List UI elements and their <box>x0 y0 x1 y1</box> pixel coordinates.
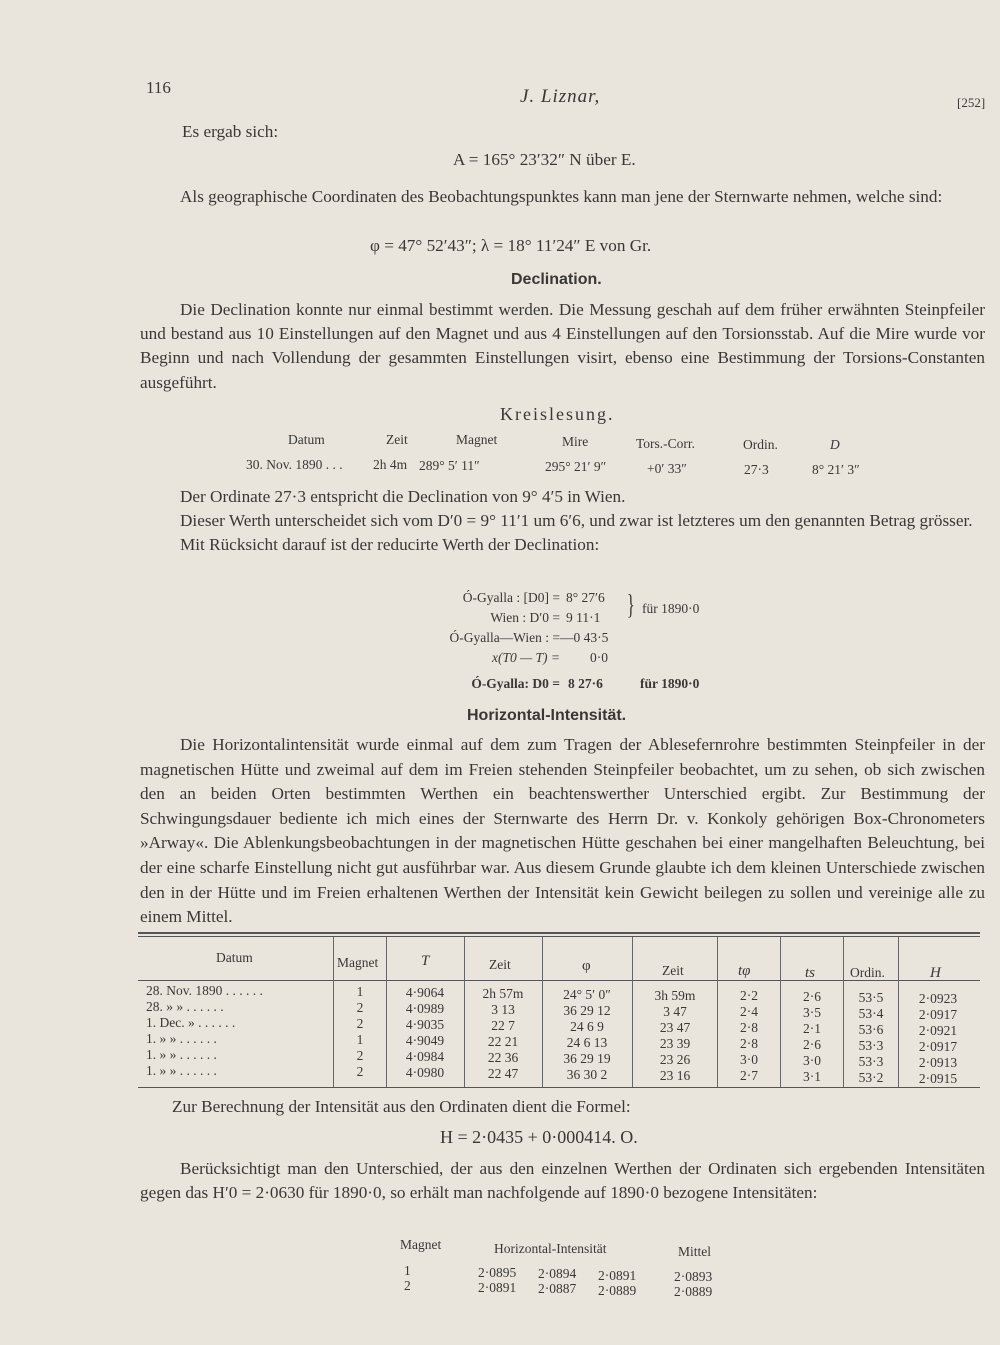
table-cell: 1. » » . . . . . . <box>146 1031 217 1046</box>
summary-cell: 2·0891 <box>598 1267 637 1283</box>
table-cell: 2·0913 <box>918 1055 958 1071</box>
coords-formula: φ = 47° 52′43″; λ = 18° 11′24″ E von Gr. <box>370 236 652 255</box>
table-cell: 24° 5′ 0″ <box>563 986 611 1002</box>
summary-cell: 1 <box>404 1263 411 1278</box>
calc-label-2: Wien : D′0 = <box>490 610 560 625</box>
table-cell: 1. » » . . . . . . <box>146 1063 217 1078</box>
ht-col-datum: Datum <box>216 950 253 965</box>
table-cell: 36 29 12 <box>563 1002 611 1018</box>
page-reference: [252] <box>957 95 986 110</box>
horizontal-heading: Horizontal-Intensität. <box>467 707 627 724</box>
ruecksicht-text: Mit Rücksicht darauf ist der reducirte Werth der Declination: <box>180 535 600 555</box>
table-cell: 2·2 <box>740 988 758 1004</box>
decl-cell-torscorr: +0′ 33″ <box>647 461 687 476</box>
table-cell: 4·0984 <box>405 1048 445 1064</box>
table-cell: 2·1 <box>803 1021 821 1037</box>
table-cell: 2·0921 <box>918 1023 958 1039</box>
result-value: 8 27·6 <box>568 676 603 691</box>
table-cell: 1. » » . . . . . . <box>146 1047 217 1062</box>
decl-cell-zeit: 2h 4m <box>373 457 408 472</box>
table-cell: 53·5 <box>858 990 884 1006</box>
table-cell: 3·1 <box>803 1069 821 1085</box>
table-cell: 1 <box>356 983 364 999</box>
ht-col-zeit2: Zeit <box>662 963 684 978</box>
coords-paragraph <box>140 185 985 209</box>
table-cell: 2·0917 <box>918 1007 958 1023</box>
table-top-rule <box>138 932 980 934</box>
intensity-paragraph <box>140 1157 985 1205</box>
table-bottom-rule <box>138 1087 980 1088</box>
table-cell: 2·8 <box>740 1036 758 1052</box>
ht-col-h: H <box>930 965 941 981</box>
decl-col-datum: Datum <box>288 432 325 447</box>
ht-col-magnet: Magnet <box>337 955 379 970</box>
summary-cell: 2·0887 <box>538 1281 577 1296</box>
table-cell: 2 <box>356 1047 364 1063</box>
table-cell: 36 29 19 <box>563 1050 611 1066</box>
decl-cell-mire: 295° 21′ 9″ <box>545 459 607 474</box>
calc-brace-label: für 1890·0 <box>642 601 700 616</box>
intensity-text: Berücksichtigt man den Unterschied, der aus den einzelnen Werthen der Ordinaten sich ergebenden Intensitäten gegen das H′0 = 2·0630 für 1890·0, so erhält man nachfolgende auf 1890·0 bezogene Intensitäten: <box>140 1159 985 1202</box>
table-cell: 3 13 <box>491 1001 515 1017</box>
summary-cell: 2·0891 <box>478 1279 517 1295</box>
ordinate-text: Der Ordinate 27·3 entspricht die Declination von 9° 4′5 in Wien. <box>180 487 626 506</box>
table-cell: 53·3 <box>858 1054 884 1070</box>
summary-col-magnet: Magnet <box>400 1237 442 1252</box>
declination-paragraph <box>140 298 985 395</box>
table-cell: 22 21 <box>487 1033 519 1049</box>
werth-text: Dieser Werth unterscheidet sich vom D′0 = 9° 11′1 um 6′6, und zwar ist letzteres um den genannten Betrag grösser. <box>180 511 973 531</box>
table-divider <box>717 937 718 1087</box>
decl-col-ordin: Ordin. <box>743 437 778 452</box>
table-cell: 4·0980 <box>405 1064 445 1080</box>
table-cell: 2·4 <box>740 1004 758 1020</box>
table-cell: 28. Nov. 1890 . . . . . . <box>146 983 263 998</box>
decl-col-torscorr: Tors.-Corr. <box>636 436 696 451</box>
summary-cell: 2·0894 <box>538 1266 577 1281</box>
running-author: J. Liznar, <box>520 86 601 107</box>
table-top-rule-2 <box>138 936 980 937</box>
table-cell: 2 <box>356 1015 364 1031</box>
table-divider <box>780 937 781 1087</box>
table-cell: 23 26 <box>659 1051 691 1067</box>
table-cell: 53·4 <box>858 1006 884 1022</box>
table-cell: 3·0 <box>740 1052 758 1068</box>
horizontal-text: Die Horizontalintensität wurde einmal auf dem zum Tragen der Ablesefernrohre bestimmten Steinpfeiler in der magnetischen Hütte und zweimal auf dem im Freien stehenden Steinpfeiler beobachtet, um zu sehen, ob sich zwischen den an beiden Orten bestimmten Werthen ein beachtenswerther Unterschied ergibt. Zur Bestimmung der Schwingungsdauer bediente ich mich eines der Sternwarte des Herrn Dr. v. Konkoly gehörigen Box-Chronometers »Arway«. Die Ablenkungsbeobachtungen in der magnetischen Hütte geschahen bei einer mangelhaften Beleuchtung, bei der eine scharfe Einstellung nicht gut ausführbar war. Aus diesem Grunde glaubte ich dem kleinen Unterschiede zwischen den in der Hütte und im Freien erhaltenen Werthen der Intensität kein Gewicht beilegen zu sollen und vereinige alle zu einem Mittel. <box>140 735 985 927</box>
ht-col-tphi: tφ <box>738 963 751 979</box>
result-label: Ó-Gyalla: D0 = <box>471 676 560 691</box>
table-cell: 53·2 <box>858 1070 884 1086</box>
table-divider <box>542 937 543 1087</box>
calc-value-3: —0 43·5 <box>560 630 609 645</box>
ht-col-t: T <box>421 953 430 969</box>
table-cell: 1. Dec. » . . . . . . <box>146 1015 236 1030</box>
summary-cell: 2·0889 <box>598 1282 637 1298</box>
table-cell: 2·6 <box>803 989 821 1005</box>
table-cell: 53·3 <box>858 1038 884 1054</box>
decl-col-d: D <box>830 437 840 452</box>
coords-text: Als geographische Coordinaten des Beobachtungspunktes kann man jene der Sternwarte nehmen, welche sind: <box>180 187 943 206</box>
table-cell: 2·0915 <box>918 1071 958 1087</box>
table-divider <box>843 937 844 1087</box>
ht-col-phi: φ <box>582 958 591 974</box>
table-cell: 36 30 2 <box>566 1066 608 1082</box>
ht-col-ts: ts <box>805 965 816 981</box>
calc-label-4: x(T0 — T) = <box>492 650 560 665</box>
result-suffix: für 1890·0 <box>640 676 700 691</box>
decl-cell-ordin: 27·3 <box>744 462 769 477</box>
table-cell: 2·0923 <box>918 991 958 1007</box>
table-cell: 23 39 <box>659 1035 691 1051</box>
table-divider <box>632 937 633 1087</box>
table-divider <box>333 937 334 1087</box>
decl-col-magnet: Magnet <box>456 432 498 447</box>
azimuth-formula: A = 165° 23′32″ N über E. <box>453 150 636 169</box>
table-cell: 3·5 <box>803 1005 821 1021</box>
calc-value-2: 9 11·1 <box>566 610 601 625</box>
table-cell: 3·0 <box>803 1053 821 1069</box>
calc-value-1: 8° 27′6 <box>566 590 605 605</box>
es-ergab-text: Es ergab sich: <box>182 122 279 141</box>
table-cell: 3h 59m <box>654 987 696 1003</box>
ht-col-ordin: Ordin. <box>850 965 885 980</box>
declination-heading: Declination. <box>511 271 602 288</box>
decl-col-mire: Mire <box>562 434 589 449</box>
formula: H = 2·0435 + 0·000414. O. <box>440 1127 638 1147</box>
declination-text: Die Declination konnte nur einmal bestimmt werden. Die Messung geschah auf dem früher erwähnten Steinpfeiler und bestand aus 10 Einstellungen auf den Magnet und aus 4 Einstellungen auf den Torsionsstab. Auf die Mire wurde vor Beginn und nach Vollendung der gesammten Einstellungen visirt, ebenso eine Bestimmung der Torsions-Constanten ausgeführt. <box>140 300 985 392</box>
table-cell: 53·6 <box>858 1022 884 1038</box>
table-divider <box>898 937 899 1087</box>
formula-intro: Zur Berechnung der Intensität aus den Ordinaten dient die Formel: <box>172 1097 631 1116</box>
table-cell: 2·8 <box>740 1020 758 1036</box>
kreislesung-title: Kreislesung. <box>500 404 615 424</box>
table-divider <box>464 937 465 1087</box>
page-number: 116 <box>146 78 171 97</box>
table-cell: 2 <box>356 999 364 1015</box>
table-cell: 24 6 13 <box>566 1034 608 1050</box>
summary-cell: 2·0895 <box>478 1264 517 1280</box>
decl-cell-magnet: 289° 5′ 11″ <box>419 458 480 473</box>
table-cell: 2·7 <box>740 1068 758 1084</box>
table-cell: 3 47 <box>663 1003 687 1019</box>
decl-col-zeit: Zeit <box>386 432 408 447</box>
table-cell: 23 16 <box>659 1067 691 1083</box>
brace-icon: } <box>626 590 635 621</box>
table-cell: 2·0917 <box>918 1039 958 1055</box>
table-cell: 22 7 <box>491 1017 515 1033</box>
ht-col-zeit: Zeit <box>489 957 511 972</box>
table-cell: 2·6 <box>803 1037 821 1053</box>
table-divider <box>386 937 387 1087</box>
table-cell: 28. » » . . . . . . <box>146 999 224 1014</box>
summary-cell: 2·0893 <box>674 1269 713 1284</box>
calc-label-3: Ó-Gyalla—Wien : = <box>449 630 560 645</box>
decl-cell-datum: 30. Nov. 1890 . . . <box>246 457 343 472</box>
summary-cell: 2 <box>404 1278 411 1293</box>
table-cell: 4·9035 <box>405 1016 445 1032</box>
horizontal-paragraph <box>140 733 985 930</box>
table-cell: 4·9064 <box>405 984 445 1000</box>
calc-value-4: 0·0 <box>590 650 608 665</box>
summary-col-hi: Horizontal-Intensität <box>494 1241 607 1256</box>
table-cell: 24 6 9 <box>570 1018 604 1034</box>
table-cell: 4·0989 <box>405 1000 445 1016</box>
table-cell: 1 <box>356 1031 364 1047</box>
table-cell: 2h 57m <box>482 985 524 1001</box>
table-cell: 4·9049 <box>405 1032 445 1048</box>
table-cell: 22 47 <box>487 1065 519 1081</box>
declination-paragraph-2 <box>140 485 985 558</box>
table-cell: 2 <box>356 1063 364 1079</box>
decl-cell-d: 8° 21′ 3″ <box>812 462 860 477</box>
summary-cell: 2·0889 <box>674 1284 713 1299</box>
table-cell: 22 36 <box>487 1049 519 1065</box>
summary-col-mittel: Mittel <box>678 1244 711 1259</box>
table-cell: 23 47 <box>659 1019 691 1035</box>
calc-label-1: Ó-Gyalla : [D0] = <box>462 590 560 605</box>
